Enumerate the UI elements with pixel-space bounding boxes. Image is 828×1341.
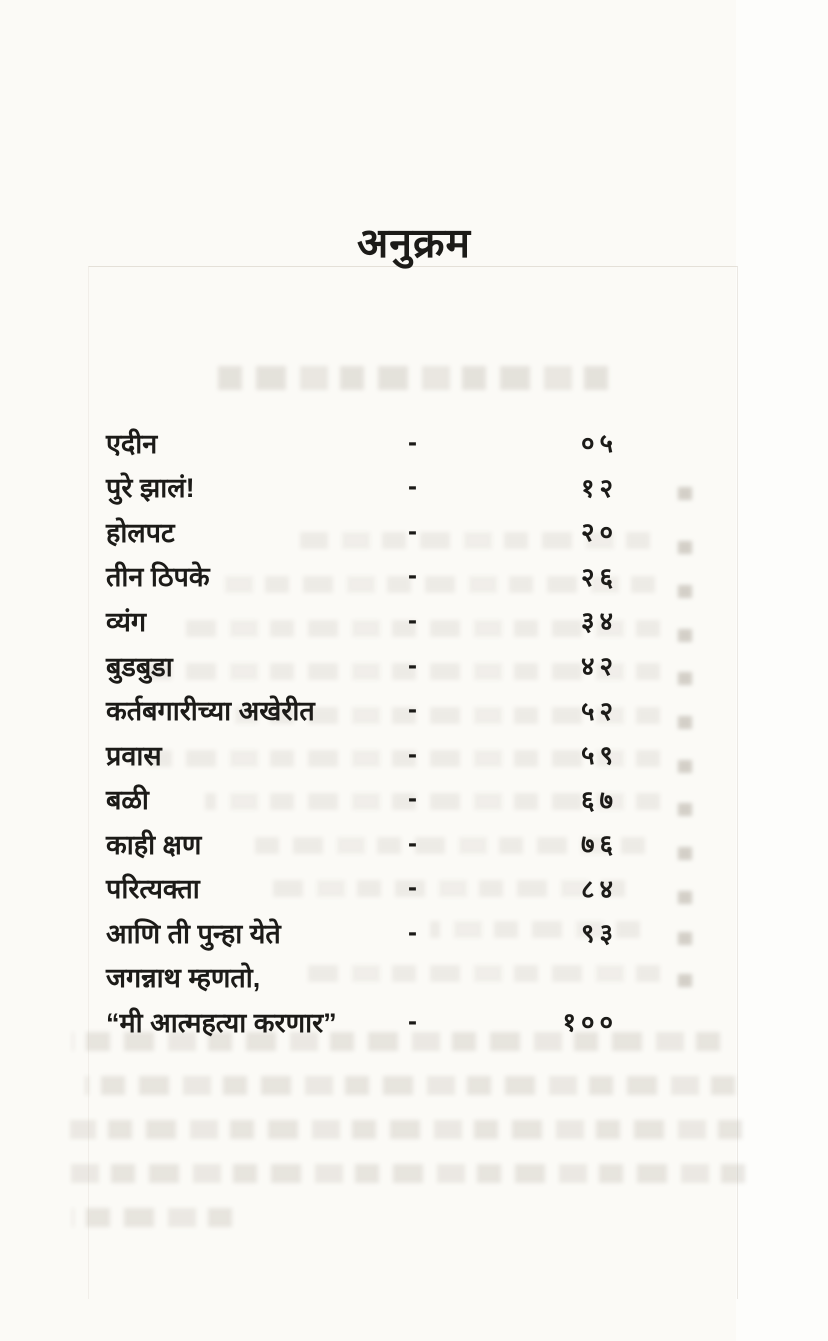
toc-entry: [106, 821, 618, 866]
toc-entry-page: ४२: [580, 651, 618, 681]
toc-entry-dash: -: [408, 560, 417, 591]
toc-entry: [106, 554, 618, 599]
toc-entry-dash: -: [408, 649, 417, 680]
toc-entry: [106, 598, 618, 643]
toc-entry: [106, 910, 618, 955]
toc-entry: [106, 643, 618, 688]
toc-list: [106, 420, 618, 1044]
toc-entry-title: बळी: [106, 785, 149, 816]
toc-entry-dash: -: [408, 426, 417, 457]
toc-entry-title: “मी आत्महत्या करणार”: [106, 1007, 337, 1038]
page-title: अनुक्रम: [356, 220, 472, 266]
toc-entry-dash: -: [408, 783, 417, 814]
toc-entry-dash: -: [408, 738, 417, 769]
toc-entry-title: होलपट: [106, 517, 175, 548]
toc-entry: [106, 509, 618, 554]
toc-entry: [106, 999, 618, 1044]
toc-entry-dash: -: [408, 515, 417, 546]
toc-entry-title: कर्तबगारीच्या अखेरीत: [106, 696, 315, 727]
toc-entry-page: १२: [580, 472, 618, 503]
toc-entry-title: काही क्षण: [106, 829, 202, 860]
toc-entry-title: प्रवास: [106, 740, 162, 771]
toc-entry-dash: -: [408, 1005, 417, 1036]
toc-entry-title: पुरे झालं!: [106, 473, 195, 504]
toc-entry: [106, 687, 618, 732]
toc-entry-page: ५२: [580, 695, 618, 726]
toc-entry-page: ५९: [580, 740, 618, 771]
toc-entry-title: तीन ठिपके: [106, 562, 210, 593]
toc-entry-title: जगन्नाथ म्हणतो,: [106, 963, 261, 994]
toc-entry-title: बुडबुडा: [106, 651, 173, 682]
toc-entry-page: २६: [580, 561, 618, 592]
toc-entry-title: आणि ती पुन्हा येते: [106, 918, 281, 949]
toc-entry-page: १००: [562, 1007, 618, 1038]
toc-entry-title: एदीन: [106, 428, 158, 459]
toc-entry-dash: -: [408, 471, 417, 502]
toc-entry-page: २०: [580, 517, 618, 548]
toc-entry: [106, 465, 618, 510]
toc-entry-page: ३४: [580, 606, 618, 637]
toc-entry-page: ७६: [580, 829, 618, 860]
toc-entry: [106, 732, 618, 777]
toc-entry-dash: -: [408, 872, 417, 903]
toc-entry: [106, 955, 618, 1000]
toc-entry-page: ०५: [580, 428, 618, 459]
toc-entry-dash: -: [408, 916, 417, 947]
toc-entry: [106, 865, 618, 910]
toc-entry-title: परित्यक्ता: [106, 874, 200, 905]
toc-entry-page: ९३: [580, 918, 618, 949]
toc-entry: [106, 420, 618, 465]
toc-entry-page: ८४: [580, 873, 618, 904]
toc-entry-title: व्यंग: [106, 606, 147, 637]
toc-entry-page: ६७: [580, 784, 618, 815]
toc-entry-dash: -: [408, 827, 417, 858]
toc-entry: [106, 776, 618, 821]
toc-entry-dash: -: [408, 604, 417, 635]
scan-edge-highlight: [736, 0, 828, 1341]
toc-entry-dash: -: [408, 694, 417, 725]
